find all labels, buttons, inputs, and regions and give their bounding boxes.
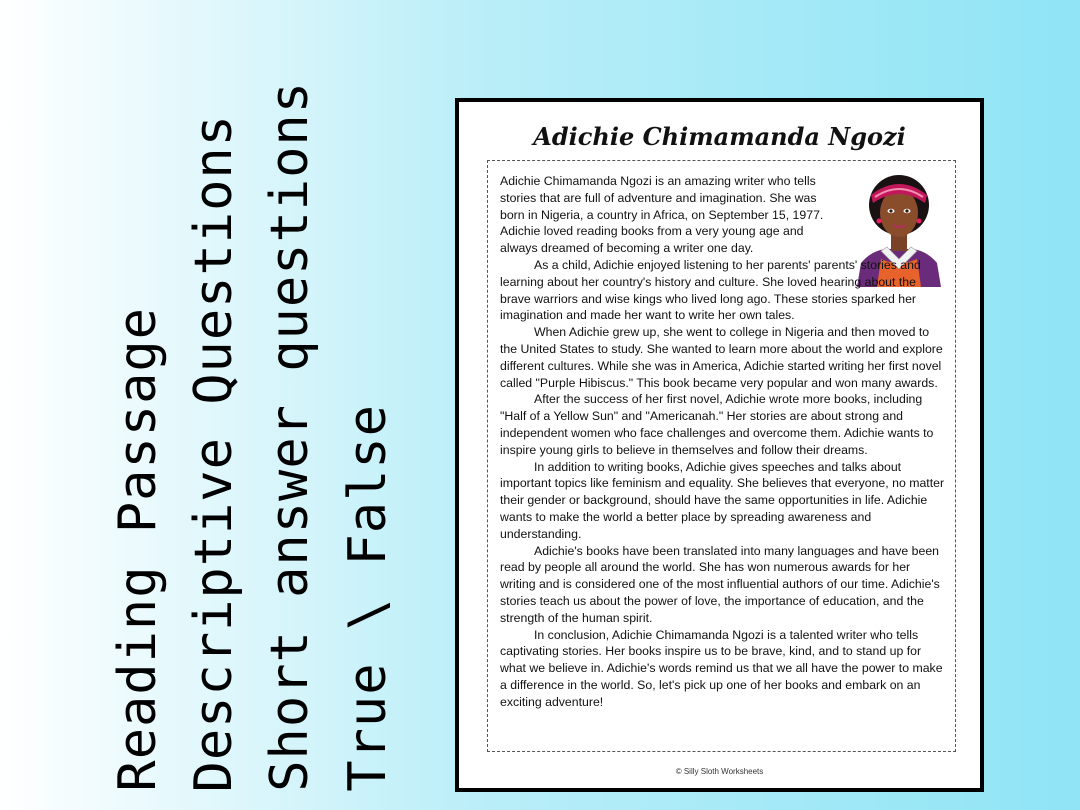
copyright-notice: © Silly Sloth Worksheets — [675, 767, 764, 776]
label-short-answer-questions: Short answer questions — [260, 81, 320, 792]
label-descriptive-questions: Descriptive Questions — [184, 113, 244, 792]
passage-paragraph: When Adichie grew up, she went to college in Nigeria and then moved to the United States to study. She wanted to learn more about the world and explore different cultures. While she was in America, Adichie started writing her first novel called "Purple Hibiscus." This book became very popular and won many awards. — [500, 325, 943, 390]
passage-paragraph: In addition to writing books, Adichie gives speeches and talks about important topics like feminism and equality. She believes that everyone, no matter their gender or background, should have the same opportunities in life. Adichie wants to make the world a better place by spreading awareness and understanding. — [500, 459, 945, 541]
passage-box — [487, 160, 956, 752]
passage-paragraph: In conclusion, Adichie Chimamanda Ngozi is a talented writer who tells captivating stories. Her books inspire us to be brave, kind, and to stand up for what we believe in. Adichie's words remind us that we all have the power to make a difference in the world. So, let's pick up one of her books and embark on an exciting adventure! — [500, 627, 943, 709]
label-reading-passage: Reading Passage — [108, 307, 168, 792]
reading-passage — [500, 173, 945, 711]
side-labels — [0, 0, 420, 810]
worksheet-title: Adichie Chimamanda Ngozi — [533, 122, 906, 151]
passage-paragraph: Adichie Chimamanda Ngozi is an amazing writer who tells stories that are full of adventure and imagination. She was born in Nigeria, a country in Africa, on September 15, 1977. Adichie loved reading books from a very young age and always dreamed of becoming a writer one day. — [500, 174, 824, 256]
worksheet-page — [455, 98, 984, 792]
label-true-false: True \ False — [338, 404, 398, 792]
passage-paragraph: After the success of her first novel, Adichie wrote more books, including "Half of a Yellow Sun" and "Americanah." Her stories are about strong and independent women who face challenges and overcome them. Adichie wants to inspire young girls to believe in themselves and follow their dreams. — [500, 392, 934, 457]
passage-paragraph: Adichie's books have been translated into many languages and have been read by people all around the world. She has won numerous awards for her writing and is considered one of the most influential authors of our time. Adichie's stories teach us about the power of love, the importance of education, and the strength of the human spirit. — [500, 543, 940, 625]
passage-paragraph: As a child, Adichie enjoyed listening to her parents' parents' stories and learning about her country's history and culture. She loved hearing about the brave warriors and wise kings who lived long ago. These stories sparked her imagination and made her want to write her own tales. — [500, 257, 921, 323]
